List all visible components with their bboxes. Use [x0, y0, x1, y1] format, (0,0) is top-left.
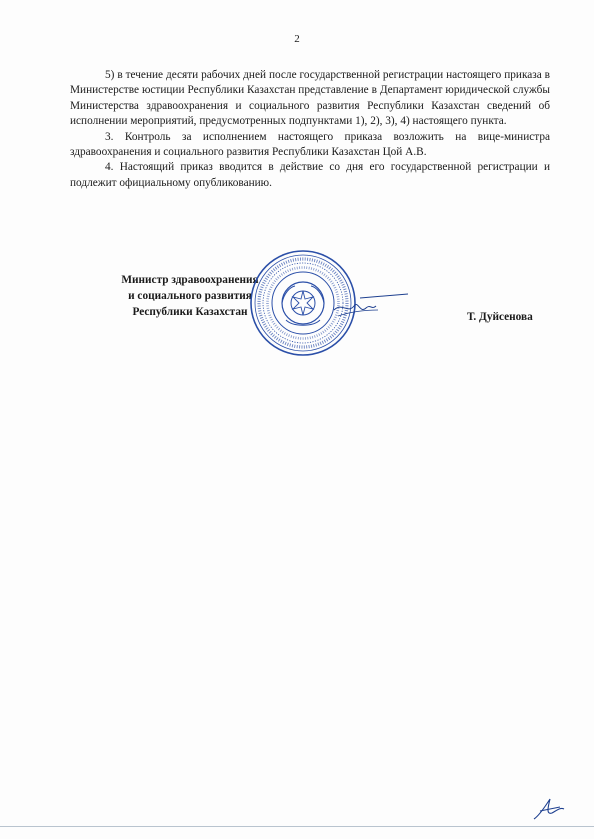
paragraph-item-5: 5) в течение десяти рабочих дней после государственной регистрации настоящего приказа в Министерстве юстиции Республики Казахстан представление в Департамент юридической службы Министерства здравоохранения и социального развития Республики Казахстан сведений об исполнении мероприятий, предусмотренных подпунктами 1), 2), 3), 4) настоящего пункта.	[70, 69, 550, 128]
page-bottom-rule	[0, 826, 594, 827]
signatory-title-line: Республики Казахстан	[132, 306, 248, 318]
signatory-name: Т. Дуйсенова	[467, 311, 533, 323]
signatory-title-line: Министр здравоохранения	[121, 274, 259, 286]
paragraph-effective-date: 4. Настоящий приказ вводится в действие со дня его государственной регистрации и подлежит официальному опубликованию.	[70, 161, 550, 189]
paragraph-control: 3. Контроль за исполнением настоящего приказа возложить на вице-министра здравоохранения и социального развития Республики Казахстан Цой А.В.	[70, 130, 550, 159]
order-body-text	[70, 68, 550, 191]
handwritten-signature-icon	[330, 280, 410, 330]
signatory-title-line: и социального развития	[128, 290, 252, 302]
page-number: 2	[294, 33, 300, 45]
initials-mark-icon	[530, 793, 570, 825]
